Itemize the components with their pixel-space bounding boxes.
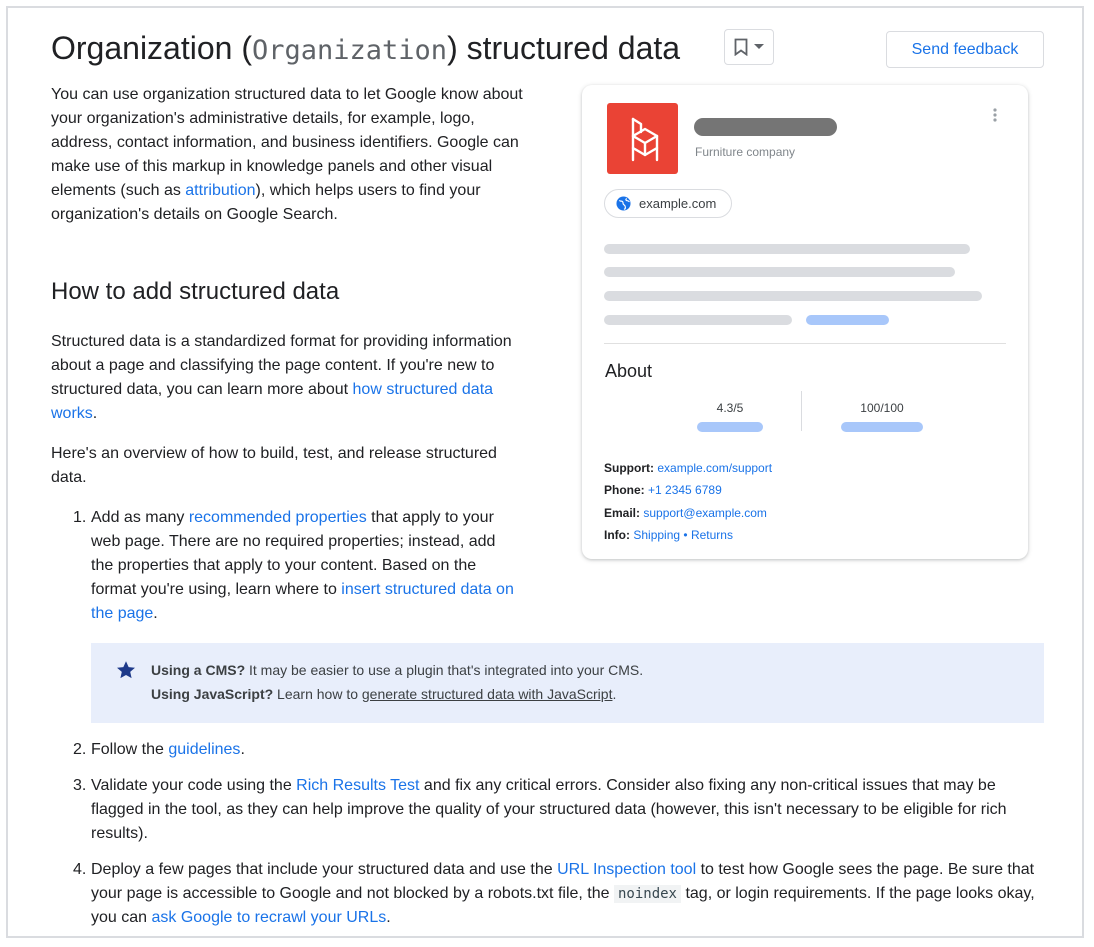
chair-logo-icon — [623, 114, 663, 164]
noindex-code: noindex — [614, 885, 681, 903]
info-shipping: Shipping — [633, 528, 681, 542]
email-row — [604, 505, 767, 521]
website-chip — [604, 189, 732, 218]
step-text: that apply to your web page. There are no required properties; instead, add the properties that apply to your content. Based on the format you're using, learn where to — [91, 509, 496, 598]
step-text: . — [386, 909, 391, 926]
title-code: Organization — [251, 35, 448, 66]
support-value: example.com/support — [657, 461, 773, 475]
info-row — [604, 527, 733, 543]
insert-structured-data-link[interactable]: insert structured data on the page — [91, 581, 514, 622]
overview-paragraph: Here's an overview of how to build, test, and release structured data. — [51, 445, 497, 486]
step-text: and fix any critical errors. Consider also fixing any non-critical issues that may be flagged in the tool, as they can help improve the quality of your structured data (however, this isn't necessary to be eligible for rich results). — [91, 777, 1007, 842]
url-inspection-tool-link[interactable]: URL Inspection tool — [557, 861, 697, 878]
company-logo — [607, 103, 678, 174]
step-text: Validate your code using the — [91, 777, 297, 794]
more-vert-icon — [992, 107, 998, 123]
title-suffix: ) structured data — [447, 30, 681, 66]
text-placeholder-bar — [604, 291, 982, 301]
intro-paragraph — [51, 83, 531, 227]
javascript-tip-end: . — [612, 686, 617, 702]
step-text: . — [240, 741, 245, 758]
step-body — [91, 774, 1031, 846]
support-label: Support: — [604, 461, 654, 475]
phone-row — [604, 482, 722, 498]
score-bar — [841, 422, 923, 432]
rating-value: 4.3/5 — [716, 401, 744, 415]
structured-data-paragraph — [51, 330, 526, 426]
page-title — [51, 26, 680, 73]
cms-tip — [151, 660, 643, 680]
title-prefix: Organization ( — [51, 30, 252, 66]
attribution-link[interactable]: attribution — [185, 182, 256, 199]
step-text: Follow the — [91, 741, 169, 758]
step-text: Deploy a few pages that include your structured data and use the — [91, 861, 558, 878]
website-label: example.com — [639, 196, 717, 211]
phone-value: +1 2345 6789 — [648, 483, 722, 497]
info-label: Info: — [604, 528, 630, 542]
how-structured-data-works-link[interactable]: how structured data works — [51, 381, 494, 422]
support-row — [604, 460, 772, 476]
cms-tip-label: Using a CMS? — [151, 662, 246, 678]
step-text: tag, or login requirements. If the page looks okay, you can — [91, 885, 1035, 926]
text-placeholder-bar — [604, 315, 792, 325]
step-text: Add as many — [91, 509, 189, 526]
dropdown-arrow-icon — [754, 44, 764, 50]
send-feedback-button[interactable]: Send feedback — [886, 31, 1044, 68]
recrawl-urls-link[interactable]: ask Google to recrawl your URLs — [151, 909, 387, 926]
phone-label: Phone: — [604, 483, 645, 497]
sd-text-end: . — [92, 405, 98, 422]
cms-javascript-callout — [91, 643, 1044, 723]
rating-separator — [801, 391, 802, 431]
intro-text: You can use organization structured data to let Google know about your organization's administrative details, for example, logo, address, contact information, and business identifiers. Google can make use of this markup in knowledge panels and other visual elements (such as — [51, 86, 523, 199]
bookmark-button[interactable] — [724, 29, 774, 65]
cms-tip-text: It may be easier to use a plugin that's integrated into your CMS. — [245, 662, 644, 678]
info-separator: • — [680, 528, 691, 542]
about-heading: About — [605, 361, 653, 381]
email-value: support@example.com — [643, 506, 767, 520]
step-number: 4. — [73, 861, 87, 878]
info-returns: Returns — [690, 528, 733, 542]
text-placeholder-bar — [604, 267, 955, 277]
score-value: 100/100 — [860, 401, 904, 415]
text-placeholder-bar — [604, 244, 970, 254]
knowledge-panel-example — [582, 85, 1028, 559]
link-placeholder-bar — [806, 315, 889, 325]
intro-text-end: ), which helps users to find your organization's details on Google Search. — [51, 182, 481, 223]
company-name-placeholder — [694, 118, 837, 136]
generate-structured-data-link[interactable]: generate structured data with JavaScript — [361, 686, 613, 702]
step-number: 2. — [73, 741, 87, 758]
step-number: 1. — [73, 509, 87, 526]
javascript-tip-text: Learn how to — [273, 686, 362, 702]
company-type: Furniture company — [695, 145, 796, 159]
page-frame — [6, 6, 1084, 938]
star-icon — [115, 659, 137, 681]
rating-bar — [697, 422, 763, 432]
globe-icon — [616, 196, 631, 211]
sd-text: Structured data is a standardized format for providing information about a page and classifying the page content. If you're new to structured data, you can learn more about — [51, 333, 512, 398]
card-divider — [604, 343, 1006, 344]
javascript-tip-label: Using JavaScript? — [151, 686, 274, 702]
email-label: Email: — [604, 506, 641, 520]
step-body — [91, 506, 521, 626]
bookmark-icon — [734, 38, 748, 56]
step-body — [91, 738, 1031, 762]
step-number: 3. — [73, 777, 87, 794]
rich-results-test-link[interactable]: Rich Results Test — [296, 777, 420, 794]
javascript-tip — [151, 684, 616, 704]
step-text: to test how Google sees the page. Be sure that your page is accessible to Google and not blocked by a robots.txt file, the — [91, 861, 1035, 902]
step-body — [91, 858, 1039, 930]
recommended-properties-link[interactable]: recommended properties — [188, 509, 367, 526]
step-text: . — [153, 605, 158, 622]
guidelines-link[interactable]: guidelines — [168, 741, 241, 758]
section-heading: How to add structured data — [51, 278, 340, 305]
